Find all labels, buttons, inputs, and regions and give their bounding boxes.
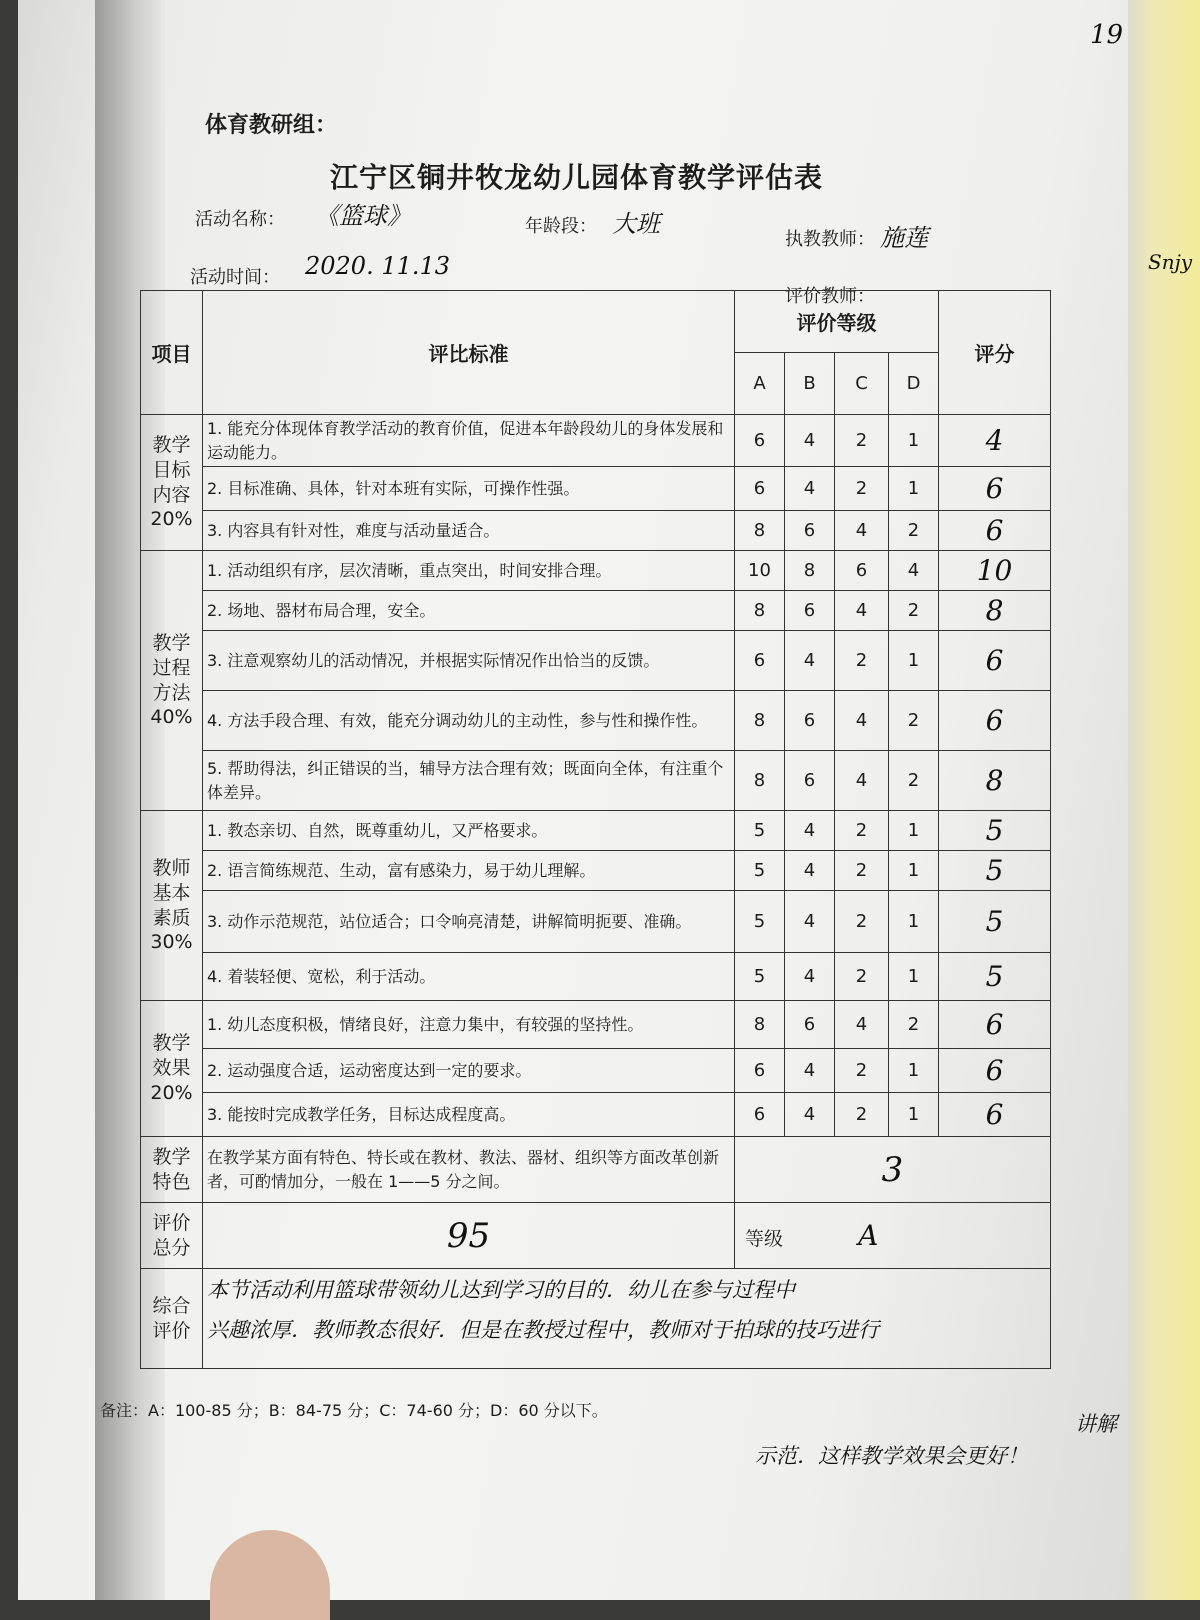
- score-cell: 5: [939, 891, 1051, 953]
- grade-d-cell: 1: [889, 415, 939, 467]
- comment-line-3: 示范．这样教学效果会更好！: [755, 1444, 1028, 1468]
- grade-b-header: B: [785, 353, 835, 415]
- comment-label: 综合评价: [141, 1269, 203, 1369]
- comment-line-2: 兴趣浓厚．教师教态很好．但是在教授过程中，教师对于拍球的技巧进行: [207, 1317, 879, 1342]
- grade-c-cell: 2: [835, 1049, 889, 1093]
- table-row: [141, 511, 1051, 551]
- criteria-cell: 3. 动作示范规范，站位适合；口令响亮清楚，讲解简明扼要、准确。: [203, 891, 735, 953]
- comment-line-3-suffix: 讲解: [1075, 1412, 1117, 1436]
- grade-b-cell: 6: [785, 751, 835, 811]
- col-grades-header: 评价等级: [735, 291, 939, 353]
- grade-a-cell: 8: [735, 1001, 785, 1049]
- grade-b-cell: 4: [785, 851, 835, 891]
- table-row: [141, 1001, 1051, 1049]
- table-row: [141, 631, 1051, 691]
- grade-c-cell: 4: [835, 1001, 889, 1049]
- grade-b-cell: 6: [785, 1001, 835, 1049]
- table-row: [141, 551, 1051, 591]
- teacher-label: 执教教师：: [785, 229, 875, 250]
- evaluator-label: 评价教师：: [785, 286, 875, 307]
- grade-b-cell: 4: [785, 631, 835, 691]
- grade-b-cell: 4: [785, 1049, 835, 1093]
- grade-b-cell: 8: [785, 551, 835, 591]
- evaluation-table: [140, 290, 1051, 1369]
- criteria-cell: 3. 能按时完成教学任务，目标达成程度高。: [203, 1093, 735, 1137]
- table-row: [141, 467, 1051, 511]
- feature-text: 在教学某方面有特色、特长或在教材、教法、器材、组织等方面改革创新者，可酌情加分，一般在 1——5 分之间。: [203, 1137, 735, 1203]
- criteria-cell: 1. 幼儿态度积极，情绪良好，注意力集中，有较强的坚持性。: [203, 1001, 735, 1049]
- table-row: [141, 811, 1051, 851]
- grade-c-cell: 6: [835, 551, 889, 591]
- criteria-cell: 3. 注意观察幼儿的活动情况，并根据实际情况作出恰当的反馈。: [203, 631, 735, 691]
- grade-c-cell: 4: [835, 751, 889, 811]
- score-cell: 6: [939, 1093, 1051, 1137]
- col-criteria-header: 评比标准: [203, 291, 735, 415]
- form-title: 江宁区铜井牧龙幼儿园体育教学评估表: [330, 161, 824, 194]
- grade-b-cell: 6: [785, 511, 835, 551]
- grade-c-cell: 2: [835, 631, 889, 691]
- grade-c-cell: 2: [835, 851, 889, 891]
- grade-d-cell: 1: [889, 467, 939, 511]
- grade-c-cell: 2: [835, 1093, 889, 1137]
- grade-c-cell: 2: [835, 415, 889, 467]
- activity-name-value: 《篮球》: [315, 202, 411, 230]
- score-cell: 5: [939, 953, 1051, 1001]
- grade-d-cell: 1: [889, 631, 939, 691]
- table-row: [141, 691, 1051, 751]
- grade-a-cell: 8: [735, 691, 785, 751]
- score-cell: 6: [939, 691, 1051, 751]
- grade-b-cell: 4: [785, 811, 835, 851]
- criteria-cell: 3. 内容具有针对性，难度与活动量适合。: [203, 511, 735, 551]
- grade-b-cell: 4: [785, 953, 835, 1001]
- level-value: A: [858, 1219, 879, 1252]
- grade-d-header: D: [889, 353, 939, 415]
- grade-a-cell: 8: [735, 511, 785, 551]
- criteria-cell: 4. 着装轻便、宽松，利于活动。: [203, 953, 735, 1001]
- grade-d-cell: 2: [889, 511, 939, 551]
- feature-label: 教学特色: [141, 1137, 203, 1203]
- grade-a-cell: 6: [735, 631, 785, 691]
- criteria-cell: 1. 能充分体现体育教学活动的教育价值，促进本年龄段幼儿的身体发展和运动能力。: [203, 415, 735, 467]
- comment-line-1: 本节活动利用篮球带领幼儿达到学习的目的．幼儿在参与过程中: [207, 1278, 795, 1302]
- score-cell: 4: [939, 415, 1051, 467]
- score-cell: 5: [939, 851, 1051, 891]
- grade-d-cell: 2: [889, 751, 939, 811]
- score-cell: 6: [939, 467, 1051, 511]
- grade-d-cell: 1: [889, 1093, 939, 1137]
- side-note: Snjy: [1148, 250, 1193, 274]
- feature-row: [141, 1137, 1051, 1203]
- grade-b-cell: 4: [785, 467, 835, 511]
- score-cell: 6: [939, 1049, 1051, 1093]
- total-row: [141, 1203, 1051, 1269]
- grade-a-cell: 5: [735, 953, 785, 1001]
- age-value: 大班: [612, 210, 660, 238]
- grade-b-cell: 4: [785, 1093, 835, 1137]
- grade-b-cell: 4: [785, 415, 835, 467]
- col-item-header: 项目: [141, 291, 203, 415]
- table-row: [141, 891, 1051, 953]
- grade-d-cell: 1: [889, 811, 939, 851]
- grade-a-cell: 6: [735, 415, 785, 467]
- criteria-cell: 2. 运动强度合适，运动密度达到一定的要求。: [203, 1049, 735, 1093]
- grade-a-cell: 5: [735, 811, 785, 851]
- score-cell: 8: [939, 751, 1051, 811]
- score-cell: 6: [939, 631, 1051, 691]
- table-row: [141, 1093, 1051, 1137]
- grade-c-header: C: [835, 353, 889, 415]
- criteria-cell: 2. 场地、器材布局合理，安全。: [203, 591, 735, 631]
- grade-d-cell: 1: [889, 891, 939, 953]
- criteria-cell: 1. 活动组织有序，层次清晰，重点突出，时间安排合理。: [203, 551, 735, 591]
- grade-d-cell: 1: [889, 953, 939, 1001]
- grade-d-cell: 2: [889, 1001, 939, 1049]
- grade-a-cell: 10: [735, 551, 785, 591]
- grade-c-cell: 4: [835, 511, 889, 551]
- footnote: 备注：A：100-85 分；B：84-75 分；C：74-60 分；D：60 分以下。: [100, 1401, 608, 1420]
- table-row: [141, 751, 1051, 811]
- criteria-cell: 2. 目标准确、具体，针对本班有实际，可操作性强。: [203, 467, 735, 511]
- col-score-header: 评分: [939, 291, 1051, 415]
- grade-a-cell: 6: [735, 1049, 785, 1093]
- teacher-value: 施莲: [880, 224, 928, 252]
- grade-d-cell: 1: [889, 1049, 939, 1093]
- criteria-cell: 5. 帮助得法，纠正错误的当，辅导方法合理有效；既面向全体，有注重个体差异。: [203, 751, 735, 811]
- activity-name-label: 活动名称：: [195, 209, 285, 230]
- grade-c-cell: 2: [835, 467, 889, 511]
- grade-d-cell: 1: [889, 851, 939, 891]
- score-cell: 6: [939, 1001, 1051, 1049]
- table-row: [141, 591, 1051, 631]
- grade-a-cell: 6: [735, 1093, 785, 1137]
- age-label: 年龄段：: [525, 216, 597, 237]
- page-number: 19: [1090, 20, 1124, 50]
- table-row: [141, 851, 1051, 891]
- comment-cell: [203, 1269, 1051, 1369]
- grade-a-cell: 8: [735, 591, 785, 631]
- grade-c-cell: 4: [835, 691, 889, 751]
- grade-c-cell: 2: [835, 891, 889, 953]
- grade-a-cell: 5: [735, 851, 785, 891]
- grade-d-cell: 4: [889, 551, 939, 591]
- criteria-cell: 4. 方法手段合理、有效，能充分调动幼儿的主动性，参与性和操作性。: [203, 691, 735, 751]
- desk-background: [1120, 0, 1200, 1600]
- total-value: 95: [203, 1203, 735, 1269]
- grade-c-cell: 4: [835, 591, 889, 631]
- criteria-cell: 1. 教态亲切、自然，既尊重幼儿，又严格要求。: [203, 811, 735, 851]
- feature-score: 3: [735, 1137, 1051, 1203]
- level-label: 等级: [745, 1228, 784, 1250]
- score-cell: 8: [939, 591, 1051, 631]
- grade-d-cell: 2: [889, 691, 939, 751]
- score-cell: 6: [939, 511, 1051, 551]
- grade-b-cell: 4: [785, 891, 835, 953]
- grade-c-cell: 2: [835, 953, 889, 1001]
- grade-a-cell: 6: [735, 467, 785, 511]
- category-cell: 教师基本素质30%: [141, 811, 203, 1001]
- category-cell: 教学目标内容20%: [141, 415, 203, 551]
- grade-a-cell: 5: [735, 891, 785, 953]
- category-cell: 教学效果20%: [141, 1001, 203, 1137]
- grade-b-cell: 6: [785, 591, 835, 631]
- grade-a-cell: 8: [735, 751, 785, 811]
- total-label: 评价总分: [141, 1203, 203, 1269]
- time-value: 2020. 11.13: [305, 252, 451, 280]
- score-cell: 5: [939, 811, 1051, 851]
- comment-row: [141, 1269, 1051, 1369]
- criteria-cell: 2. 语言简练规范、生动，富有感染力，易于幼儿理解。: [203, 851, 735, 891]
- score-cell: 10: [939, 551, 1051, 591]
- grade-c-cell: 2: [835, 811, 889, 851]
- grade-d-cell: 2: [889, 591, 939, 631]
- table-row: [141, 953, 1051, 1001]
- grade-a-header: A: [735, 353, 785, 415]
- category-cell: 教学过程方法40%: [141, 551, 203, 811]
- level-cell: [735, 1203, 1051, 1269]
- grade-b-cell: 6: [785, 691, 835, 751]
- group-title: 体育教研组：: [205, 113, 338, 138]
- time-label: 活动时间：: [190, 267, 280, 288]
- table-row: [141, 415, 1051, 467]
- table-row: [141, 1049, 1051, 1093]
